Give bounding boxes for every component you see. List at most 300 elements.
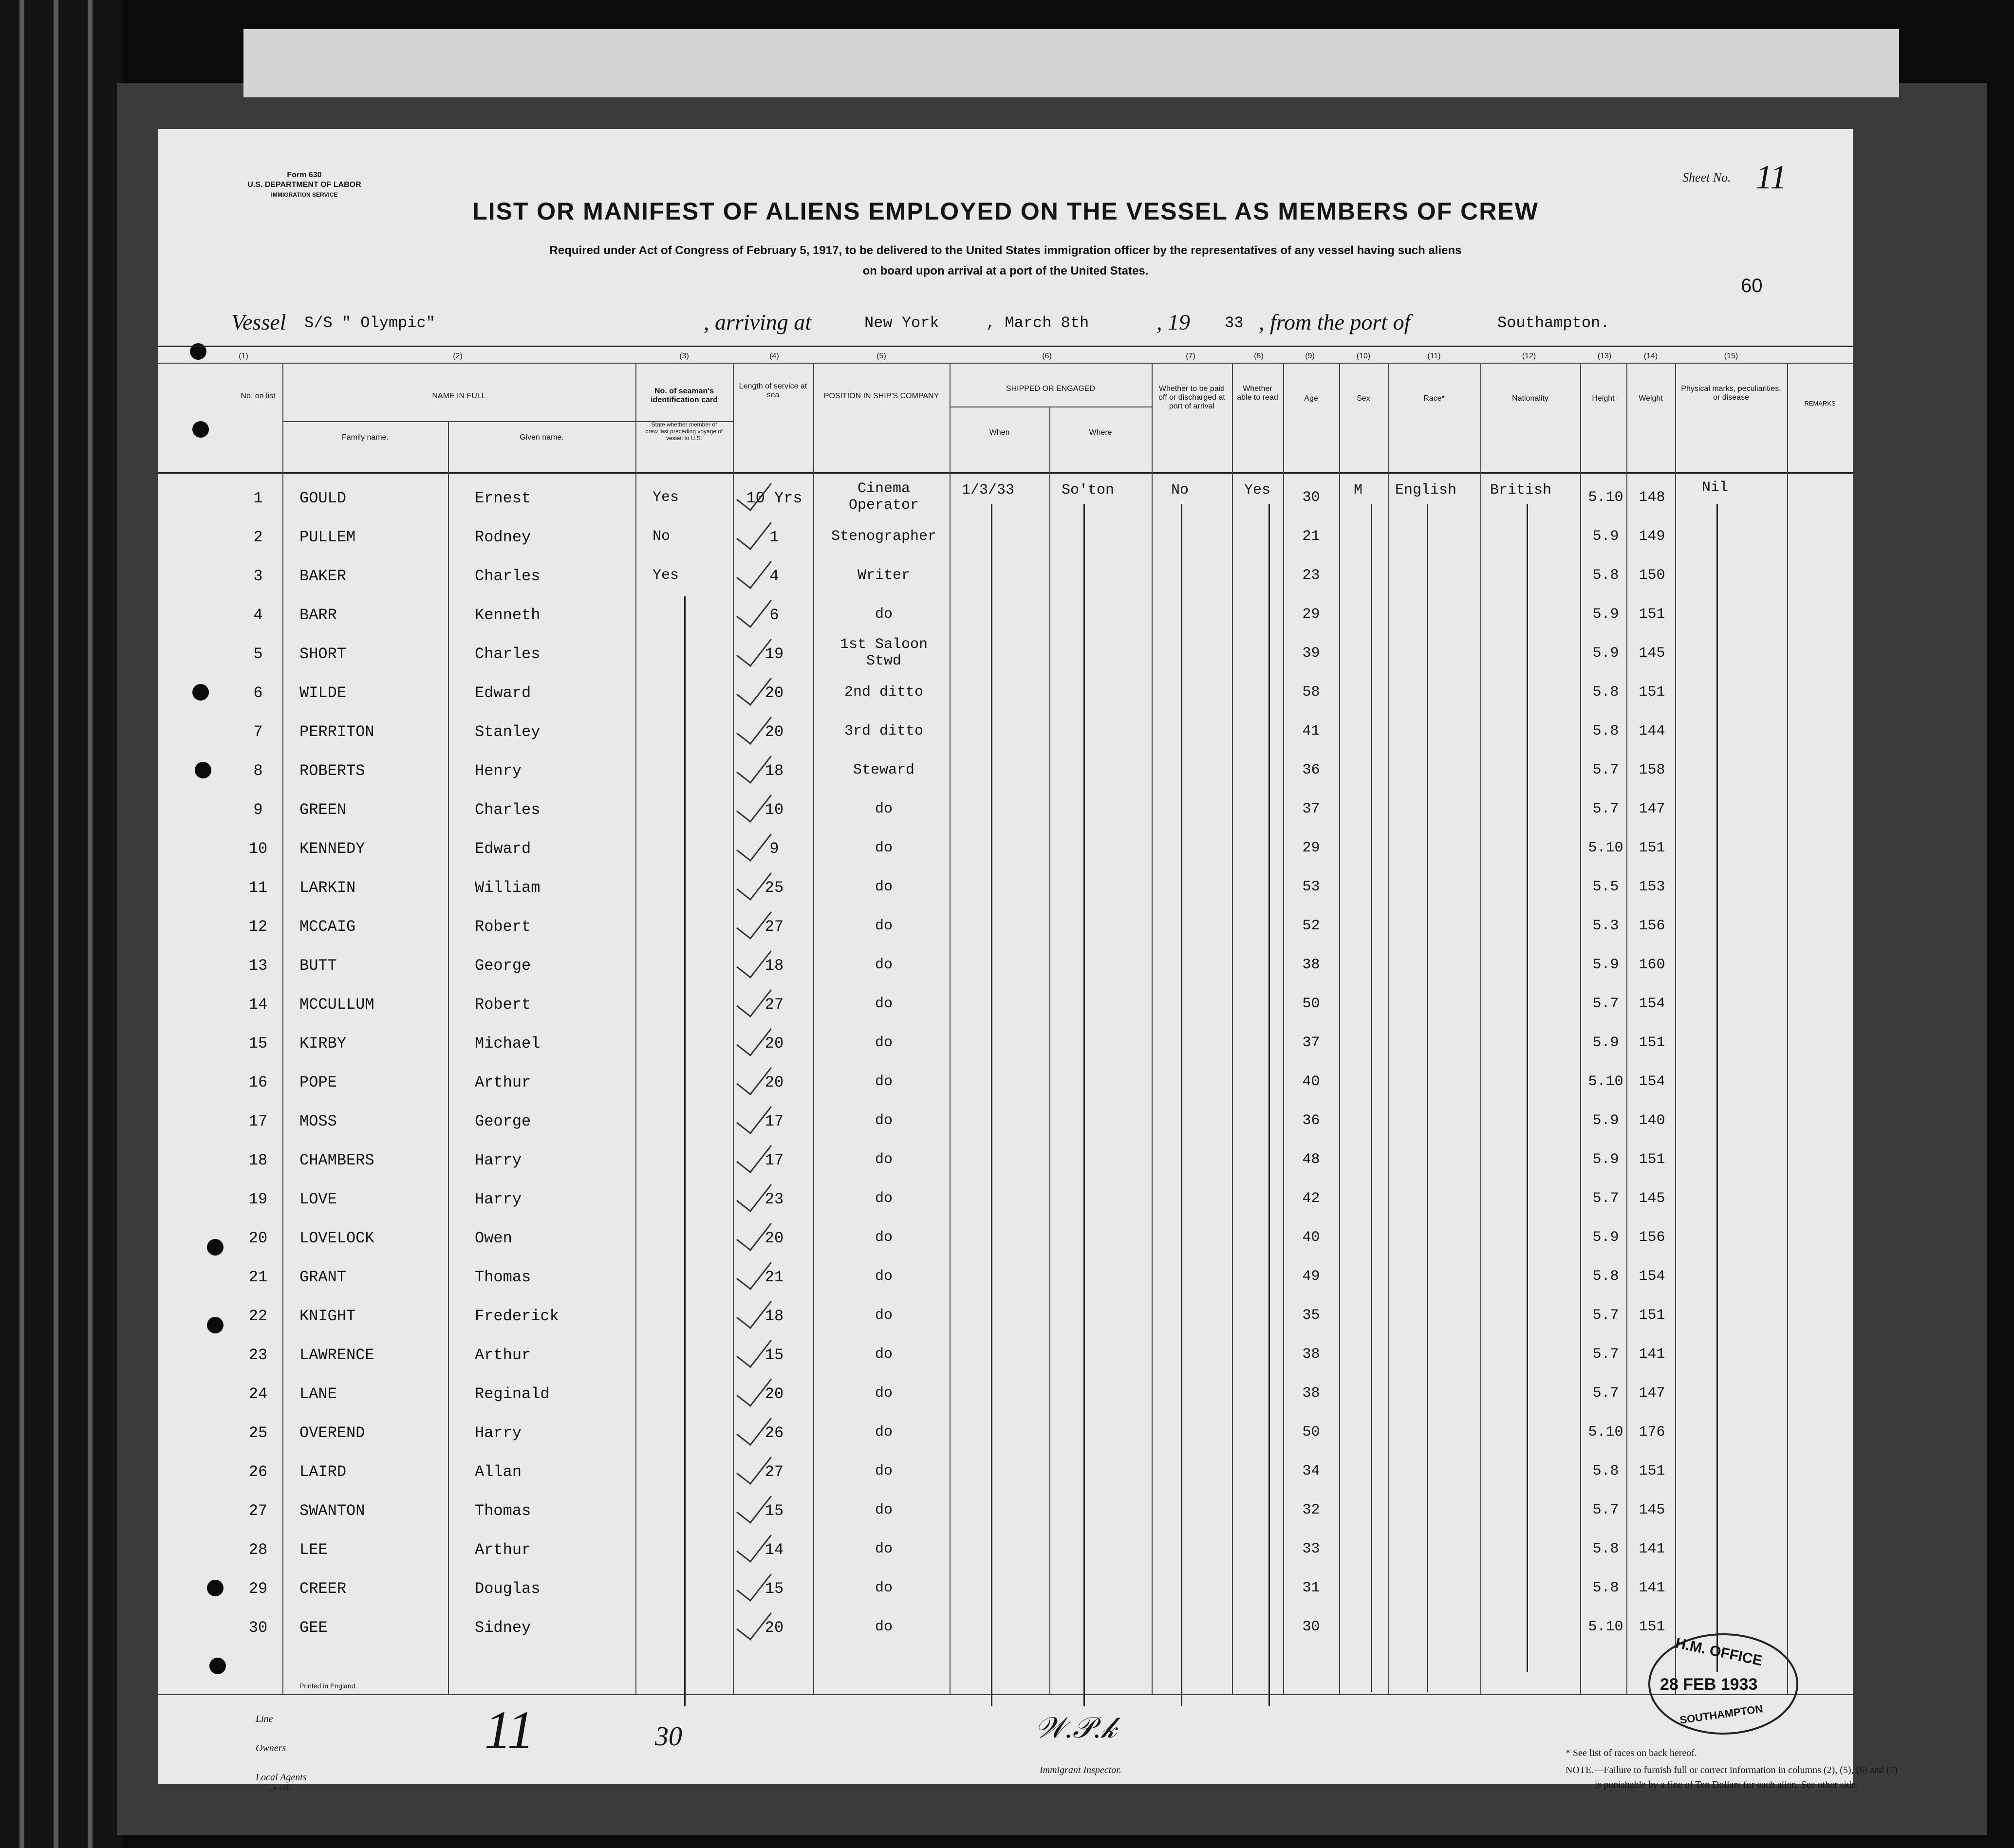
age: 52	[1302, 918, 1320, 934]
family-name: PERRITON	[299, 723, 374, 741]
col-divider	[282, 363, 283, 1694]
length-of-service: 27	[765, 1463, 784, 1481]
ditto-stroke	[1181, 504, 1182, 1706]
family-name: LOVE	[299, 1190, 337, 1208]
row-number: 10	[248, 840, 268, 858]
given-name: Stanley	[475, 723, 541, 741]
col-num: (12)	[1522, 352, 1536, 360]
height: 5.7	[1592, 1307, 1619, 1324]
header-bottom-rule	[158, 472, 1853, 474]
ditto-stroke	[1427, 504, 1428, 1692]
age: 42	[1302, 1190, 1320, 1207]
length-of-service: 20	[765, 1385, 784, 1403]
length-of-service: 27	[765, 918, 784, 936]
ditto-stroke	[1371, 504, 1372, 1692]
given-name: Arthur	[475, 1073, 531, 1091]
position: do	[875, 1190, 893, 1207]
header-rule	[158, 363, 1853, 364]
age: 30	[1302, 1619, 1320, 1635]
row-number: 1	[253, 489, 263, 507]
height: 5.10	[1588, 1619, 1623, 1635]
binder-edge	[19, 0, 24, 1848]
height: 5.7	[1592, 1385, 1619, 1402]
age: 50	[1302, 1424, 1320, 1441]
position: do	[875, 1307, 893, 1324]
arrival-port: New York	[864, 314, 939, 332]
row-number: 27	[248, 1502, 268, 1520]
position: do	[875, 1424, 893, 1441]
arriving-label: , arriving at	[704, 310, 812, 334]
id-card: Yes	[653, 567, 679, 584]
age: 53	[1302, 879, 1320, 895]
height: 5.8	[1592, 1268, 1619, 1285]
length-of-service: 10	[765, 801, 784, 819]
length-of-service: 25	[765, 879, 784, 897]
given-name: Harry	[475, 1151, 522, 1169]
page-title: LIST OR MANIFEST OF ALIENS EMPLOYED ON THE VESSEL AS MEMBERS OF CREW	[472, 198, 1539, 225]
family-name: BAKER	[299, 567, 347, 585]
row-number: 14	[248, 996, 268, 1014]
col-num: (5)	[876, 352, 886, 360]
weight: 151	[1639, 1619, 1665, 1635]
position: do	[875, 1151, 893, 1168]
length-of-service: 1	[769, 528, 779, 546]
family-name: LOVELOCK	[299, 1229, 374, 1247]
col-num: (4)	[769, 352, 779, 360]
header-shipped: SHIPPED OR ENGAGED	[1006, 385, 1096, 393]
height: 5.7	[1592, 1190, 1619, 1207]
age: 35	[1302, 1307, 1320, 1324]
height: 5.10	[1588, 1073, 1623, 1090]
position: do	[875, 996, 893, 1012]
length-of-service: 9	[769, 840, 779, 858]
length-of-service: 23	[765, 1190, 784, 1208]
row1-paid-off: No	[1171, 482, 1189, 499]
position: do	[875, 1112, 893, 1129]
family-name: KNIGHT	[299, 1307, 356, 1325]
height: 5.7	[1592, 801, 1619, 817]
weight: 147	[1639, 801, 1665, 817]
given-name: William	[475, 879, 541, 897]
row1-marks: Nil	[1702, 480, 1729, 496]
height: 5.7	[1592, 996, 1619, 1012]
inspector-signature: 𝒲.𝒫.𝓀	[1035, 1712, 1117, 1744]
height: 5.8	[1592, 1580, 1619, 1596]
family-name: BARR	[299, 606, 337, 624]
family-name: CHAMBERS	[299, 1151, 374, 1169]
top-page-edge	[243, 29, 1899, 97]
ditto-stroke	[1268, 504, 1270, 1706]
col-divider	[1787, 363, 1788, 1694]
row-number: 20	[248, 1229, 268, 1247]
weight: 145	[1639, 645, 1665, 662]
family-name: BUTT	[299, 957, 337, 975]
header-remarks: REMARKS	[1804, 400, 1836, 407]
age: 38	[1302, 957, 1320, 973]
footnote-2: is punishable by a fine of Ten Dollars for each alien. See other side.	[1595, 1779, 1858, 1790]
col-divider	[1339, 363, 1340, 1694]
from-label: , from the port of	[1259, 310, 1411, 334]
age: 29	[1302, 840, 1320, 856]
position: 3rd ditto	[844, 723, 924, 739]
header-id-card: No. of seaman's identification card	[651, 387, 718, 404]
age: 21	[1302, 528, 1320, 545]
position: do	[875, 1502, 893, 1518]
sheet-number: 11	[1755, 159, 1787, 196]
position: do	[875, 1229, 893, 1246]
age: 38	[1302, 1346, 1320, 1363]
age: 49	[1302, 1268, 1320, 1285]
length-of-service: 18	[765, 957, 784, 975]
punch-hole	[207, 1317, 224, 1333]
age: 39	[1302, 645, 1320, 662]
height: 5.9	[1592, 645, 1619, 662]
col-divider	[1580, 363, 1581, 1694]
footnote-1: NOTE.—Failure to furnish full or correct information in columns (2), (5), (6) and (7)	[1566, 1765, 1898, 1775]
row-number: 11	[248, 879, 268, 897]
col-num: (9)	[1305, 352, 1315, 360]
given-name: Douglas	[475, 1580, 541, 1598]
weight: 151	[1639, 684, 1665, 701]
row-number: 12	[248, 918, 268, 936]
ditto-stroke	[1716, 504, 1718, 1672]
length-of-service: 10 Yrs	[746, 489, 802, 507]
age: 32	[1302, 1502, 1320, 1518]
row-number: 15	[248, 1035, 268, 1053]
family-name: LAWRENCE	[299, 1346, 374, 1364]
family-name: GREEN	[299, 801, 347, 819]
family-name: WILDE	[299, 684, 347, 702]
row1-when: 1/3/33	[962, 482, 1015, 499]
height: 5.10	[1588, 1424, 1623, 1441]
given-name: Owen	[475, 1229, 512, 1247]
length-of-service: 18	[765, 1307, 784, 1325]
weight: 156	[1639, 918, 1665, 934]
header-race: Race*	[1423, 394, 1445, 403]
ditto-stroke	[1083, 504, 1085, 1706]
position: do	[875, 1619, 893, 1635]
row-number: 3	[253, 567, 263, 585]
weight: 158	[1639, 762, 1665, 778]
position: do	[875, 1580, 893, 1596]
weight: 151	[1639, 1151, 1665, 1168]
arrival-date: , March 8th	[986, 314, 1089, 332]
ditto-stroke	[684, 596, 686, 1706]
height: 5.8	[1592, 1541, 1619, 1557]
col-num: (14)	[1643, 352, 1658, 360]
header-no-on-list: No. on list	[241, 392, 276, 400]
col-divider	[1232, 363, 1233, 1694]
header-when: When	[989, 428, 1010, 437]
header-sex: Sex	[1357, 394, 1370, 403]
header-marks: Physical marks, peculiarities, or disease	[1681, 385, 1781, 402]
length-of-service: 15	[765, 1502, 784, 1520]
height: 5.7	[1592, 1502, 1619, 1518]
header-age: Age	[1304, 394, 1318, 403]
height: 5.10	[1588, 489, 1623, 506]
ditto-stroke	[1527, 504, 1528, 1672]
weight: 150	[1639, 567, 1665, 584]
family-name: LAIRD	[299, 1463, 347, 1481]
punch-hole	[209, 1658, 226, 1674]
height: 5.5	[1592, 879, 1619, 895]
weight: 151	[1639, 840, 1665, 856]
col-divider	[1388, 363, 1389, 1694]
row-number: 19	[248, 1190, 268, 1208]
row-number: 18	[248, 1151, 268, 1169]
weight: 151	[1639, 1463, 1665, 1479]
row-number: 28	[248, 1541, 268, 1559]
position: do	[875, 1385, 893, 1402]
col-divider	[1626, 363, 1627, 1694]
length-of-service: 15	[765, 1580, 784, 1598]
height: 5.7	[1592, 762, 1619, 778]
header-name-in-full: NAME IN FULL	[432, 392, 486, 400]
height: 5.9	[1592, 606, 1619, 623]
position: do	[875, 1073, 893, 1090]
table-bottom-rule	[158, 1694, 1853, 1695]
height: 5.9	[1592, 1035, 1619, 1051]
row-number: 16	[248, 1073, 268, 1091]
length-of-service: 4	[769, 567, 779, 585]
age: 30	[1302, 489, 1320, 506]
stamp-date: 28 FEB 1933	[1660, 1675, 1758, 1694]
given-name: Thomas	[475, 1502, 531, 1520]
age: 37	[1302, 801, 1320, 817]
length-of-service: 15	[765, 1346, 784, 1364]
age: 31	[1302, 1580, 1320, 1596]
length-of-service: 18	[765, 762, 784, 780]
height: 5.8	[1592, 684, 1619, 701]
header-family-name: Family name.	[341, 433, 389, 442]
punch-hole	[207, 1580, 224, 1596]
year: 33	[1225, 314, 1244, 332]
family-name: LANE	[299, 1385, 337, 1403]
position: do	[875, 840, 893, 856]
height: 5.9	[1592, 1229, 1619, 1246]
given-name: Charles	[475, 567, 541, 585]
given-name: Reginald	[475, 1385, 550, 1403]
age: 40	[1302, 1229, 1320, 1246]
weight: 145	[1639, 1190, 1665, 1207]
row-number: 22	[248, 1307, 268, 1325]
subtitle-1: Required under Act of Congress of February 5, 1917, to be delivered to the United States immigration officer by the representatives of any vessel having such aliens	[549, 244, 1462, 257]
height: 5.8	[1592, 1463, 1619, 1479]
weight: 141	[1639, 1346, 1665, 1363]
inspector-label: Immigrant Inspector.	[1040, 1765, 1121, 1775]
col-divider	[1675, 363, 1676, 1694]
given-name: Arthur	[475, 1346, 531, 1364]
position: do	[875, 1035, 893, 1051]
row-number: 25	[248, 1424, 268, 1442]
length-of-service: 21	[765, 1268, 784, 1286]
given-name: Sidney	[475, 1619, 531, 1637]
department: U.S. DEPARTMENT OF LABOR	[247, 181, 361, 189]
col-num: (7)	[1186, 352, 1195, 360]
position: do	[875, 1541, 893, 1557]
row-number: 26	[248, 1463, 268, 1481]
given-name: Thomas	[475, 1268, 531, 1286]
age: 41	[1302, 723, 1320, 739]
row1-race: English	[1395, 482, 1457, 499]
col-num: (10)	[1356, 352, 1371, 360]
given-name: Harry	[475, 1190, 522, 1208]
punch-hole	[192, 684, 209, 701]
row-number: 4	[253, 606, 263, 624]
binder-edge	[54, 0, 58, 1848]
weight: 176	[1639, 1424, 1665, 1441]
age: 33	[1302, 1541, 1320, 1557]
given-name: George	[475, 957, 531, 975]
weight: 140	[1639, 1112, 1665, 1129]
weight: 154	[1639, 1073, 1665, 1090]
given-name: Robert	[475, 918, 531, 936]
row-number: 23	[248, 1346, 268, 1364]
header-paid-off: Whether to be paid off or discharged at port of arrival	[1158, 385, 1225, 410]
position: do	[875, 957, 893, 973]
row-number: 8	[253, 762, 263, 780]
length-of-service: 17	[765, 1112, 784, 1130]
col-num: (8)	[1254, 352, 1264, 360]
row1-nationality: British	[1490, 482, 1552, 499]
given-name: Arthur	[475, 1541, 531, 1559]
col-divider	[733, 363, 734, 1694]
weight: 154	[1639, 1268, 1665, 1285]
age: 48	[1302, 1151, 1320, 1168]
given-name: Robert	[475, 996, 531, 1014]
weight: 144	[1639, 723, 1665, 739]
family-name: OVEREND	[299, 1424, 365, 1442]
family-name: KENNEDY	[299, 840, 365, 858]
header-weight: Weight	[1639, 394, 1663, 403]
binder-strip	[0, 0, 122, 1848]
weight: 156	[1639, 1229, 1665, 1246]
row-number: 2	[253, 528, 263, 546]
age: 29	[1302, 606, 1320, 623]
departure-port: Southampton.	[1497, 314, 1610, 332]
family-name: MCCULLUM	[299, 996, 374, 1014]
position: do	[875, 1268, 893, 1285]
row-number: 6	[253, 684, 263, 702]
col-divider	[448, 421, 449, 1694]
row-number: 24	[248, 1385, 268, 1403]
sheet-label: Sheet No.	[1682, 170, 1731, 185]
col-num: (6)	[1042, 352, 1052, 360]
given-name: Charles	[475, 801, 541, 819]
length-of-service: 14	[765, 1541, 784, 1559]
race-note: * See list of races on back hereof.	[1566, 1748, 1697, 1758]
position: do	[875, 1346, 893, 1363]
col-num: (3)	[679, 352, 689, 360]
height: 5.9	[1592, 528, 1619, 545]
given-name: Kenneth	[475, 606, 541, 624]
row-number: 5	[253, 645, 263, 663]
id-card: Yes	[653, 489, 679, 506]
manifest-page	[158, 129, 1898, 1791]
height: 5.8	[1592, 723, 1619, 739]
family-name: SWANTON	[299, 1502, 365, 1520]
position: do	[875, 1463, 893, 1479]
row-number: 13	[248, 957, 268, 975]
service: IMMIGRATION SERVICE	[271, 191, 338, 198]
handwritten-mark: 11	[485, 1700, 534, 1759]
length-of-service: 20	[765, 1619, 784, 1637]
age: 34	[1302, 1463, 1320, 1479]
given-name: Edward	[475, 840, 531, 858]
header-length-service: Length of service at sea	[739, 382, 807, 399]
age: 50	[1302, 996, 1320, 1012]
weight: 160	[1639, 957, 1665, 973]
position: do	[875, 606, 893, 623]
col-divider	[1283, 363, 1284, 1694]
family-name: ROBERTS	[299, 762, 365, 780]
weight: 141	[1639, 1580, 1665, 1596]
given-name: Frederick	[475, 1307, 559, 1325]
owners-label: Owners	[256, 1743, 286, 1754]
header-id-card-note: State whether member of crew last preceding voyage of vessel to U.S.	[645, 421, 723, 442]
weight: 145	[1639, 1502, 1665, 1518]
family-name: CREER	[299, 1580, 347, 1598]
row-number: 17	[248, 1112, 268, 1130]
weight: 151	[1639, 1035, 1665, 1051]
form-number: Form 630	[287, 171, 322, 179]
family-name: POPE	[299, 1073, 337, 1091]
position: do	[875, 879, 893, 895]
given-name: George	[475, 1112, 531, 1130]
col-num: (11)	[1427, 352, 1441, 360]
col-divider	[1480, 363, 1481, 1694]
length-of-service: 19	[765, 645, 784, 663]
handwritten-number: 30	[655, 1721, 682, 1752]
length-of-service: 6	[769, 606, 779, 624]
position: do	[875, 801, 893, 817]
vessel-line	[231, 309, 286, 335]
form-code: 14-1260	[270, 1784, 292, 1791]
given-name: Charles	[475, 645, 541, 663]
col-divider	[1049, 407, 1050, 1694]
form-header	[231, 170, 377, 200]
length-of-service: 20	[765, 723, 784, 741]
header-where: Where	[1089, 428, 1112, 437]
length-of-service: 20	[765, 1035, 784, 1053]
given-name: Edward	[475, 684, 531, 702]
family-name: LEE	[299, 1541, 328, 1559]
length-of-service: 20	[765, 1229, 784, 1247]
family-name: KIRBY	[299, 1035, 347, 1053]
family-name: LARKIN	[299, 879, 356, 897]
punch-hole	[207, 1239, 224, 1256]
length-of-service: 20	[765, 1073, 784, 1091]
weight: 151	[1639, 1307, 1665, 1324]
position: do	[875, 918, 893, 934]
position: Stenographer	[831, 528, 937, 545]
weight: 151	[1639, 606, 1665, 623]
col-divider	[1152, 363, 1153, 1694]
family-name: GOULD	[299, 489, 347, 507]
row1-sex: M	[1354, 482, 1363, 499]
age: 58	[1302, 684, 1320, 701]
height: 5.3	[1592, 918, 1619, 934]
col-num: (1)	[239, 352, 248, 360]
punch-hole	[195, 762, 211, 778]
given-name: Michael	[475, 1035, 541, 1053]
table-top-rule	[158, 346, 1853, 347]
row1-able-read: Yes	[1244, 482, 1271, 499]
row1-where: So'ton	[1062, 482, 1115, 499]
given-name: Rodney	[475, 528, 531, 546]
stamp-bottom: SOUTHAMPTON	[1679, 1702, 1764, 1726]
col-num: (13)	[1597, 352, 1612, 360]
